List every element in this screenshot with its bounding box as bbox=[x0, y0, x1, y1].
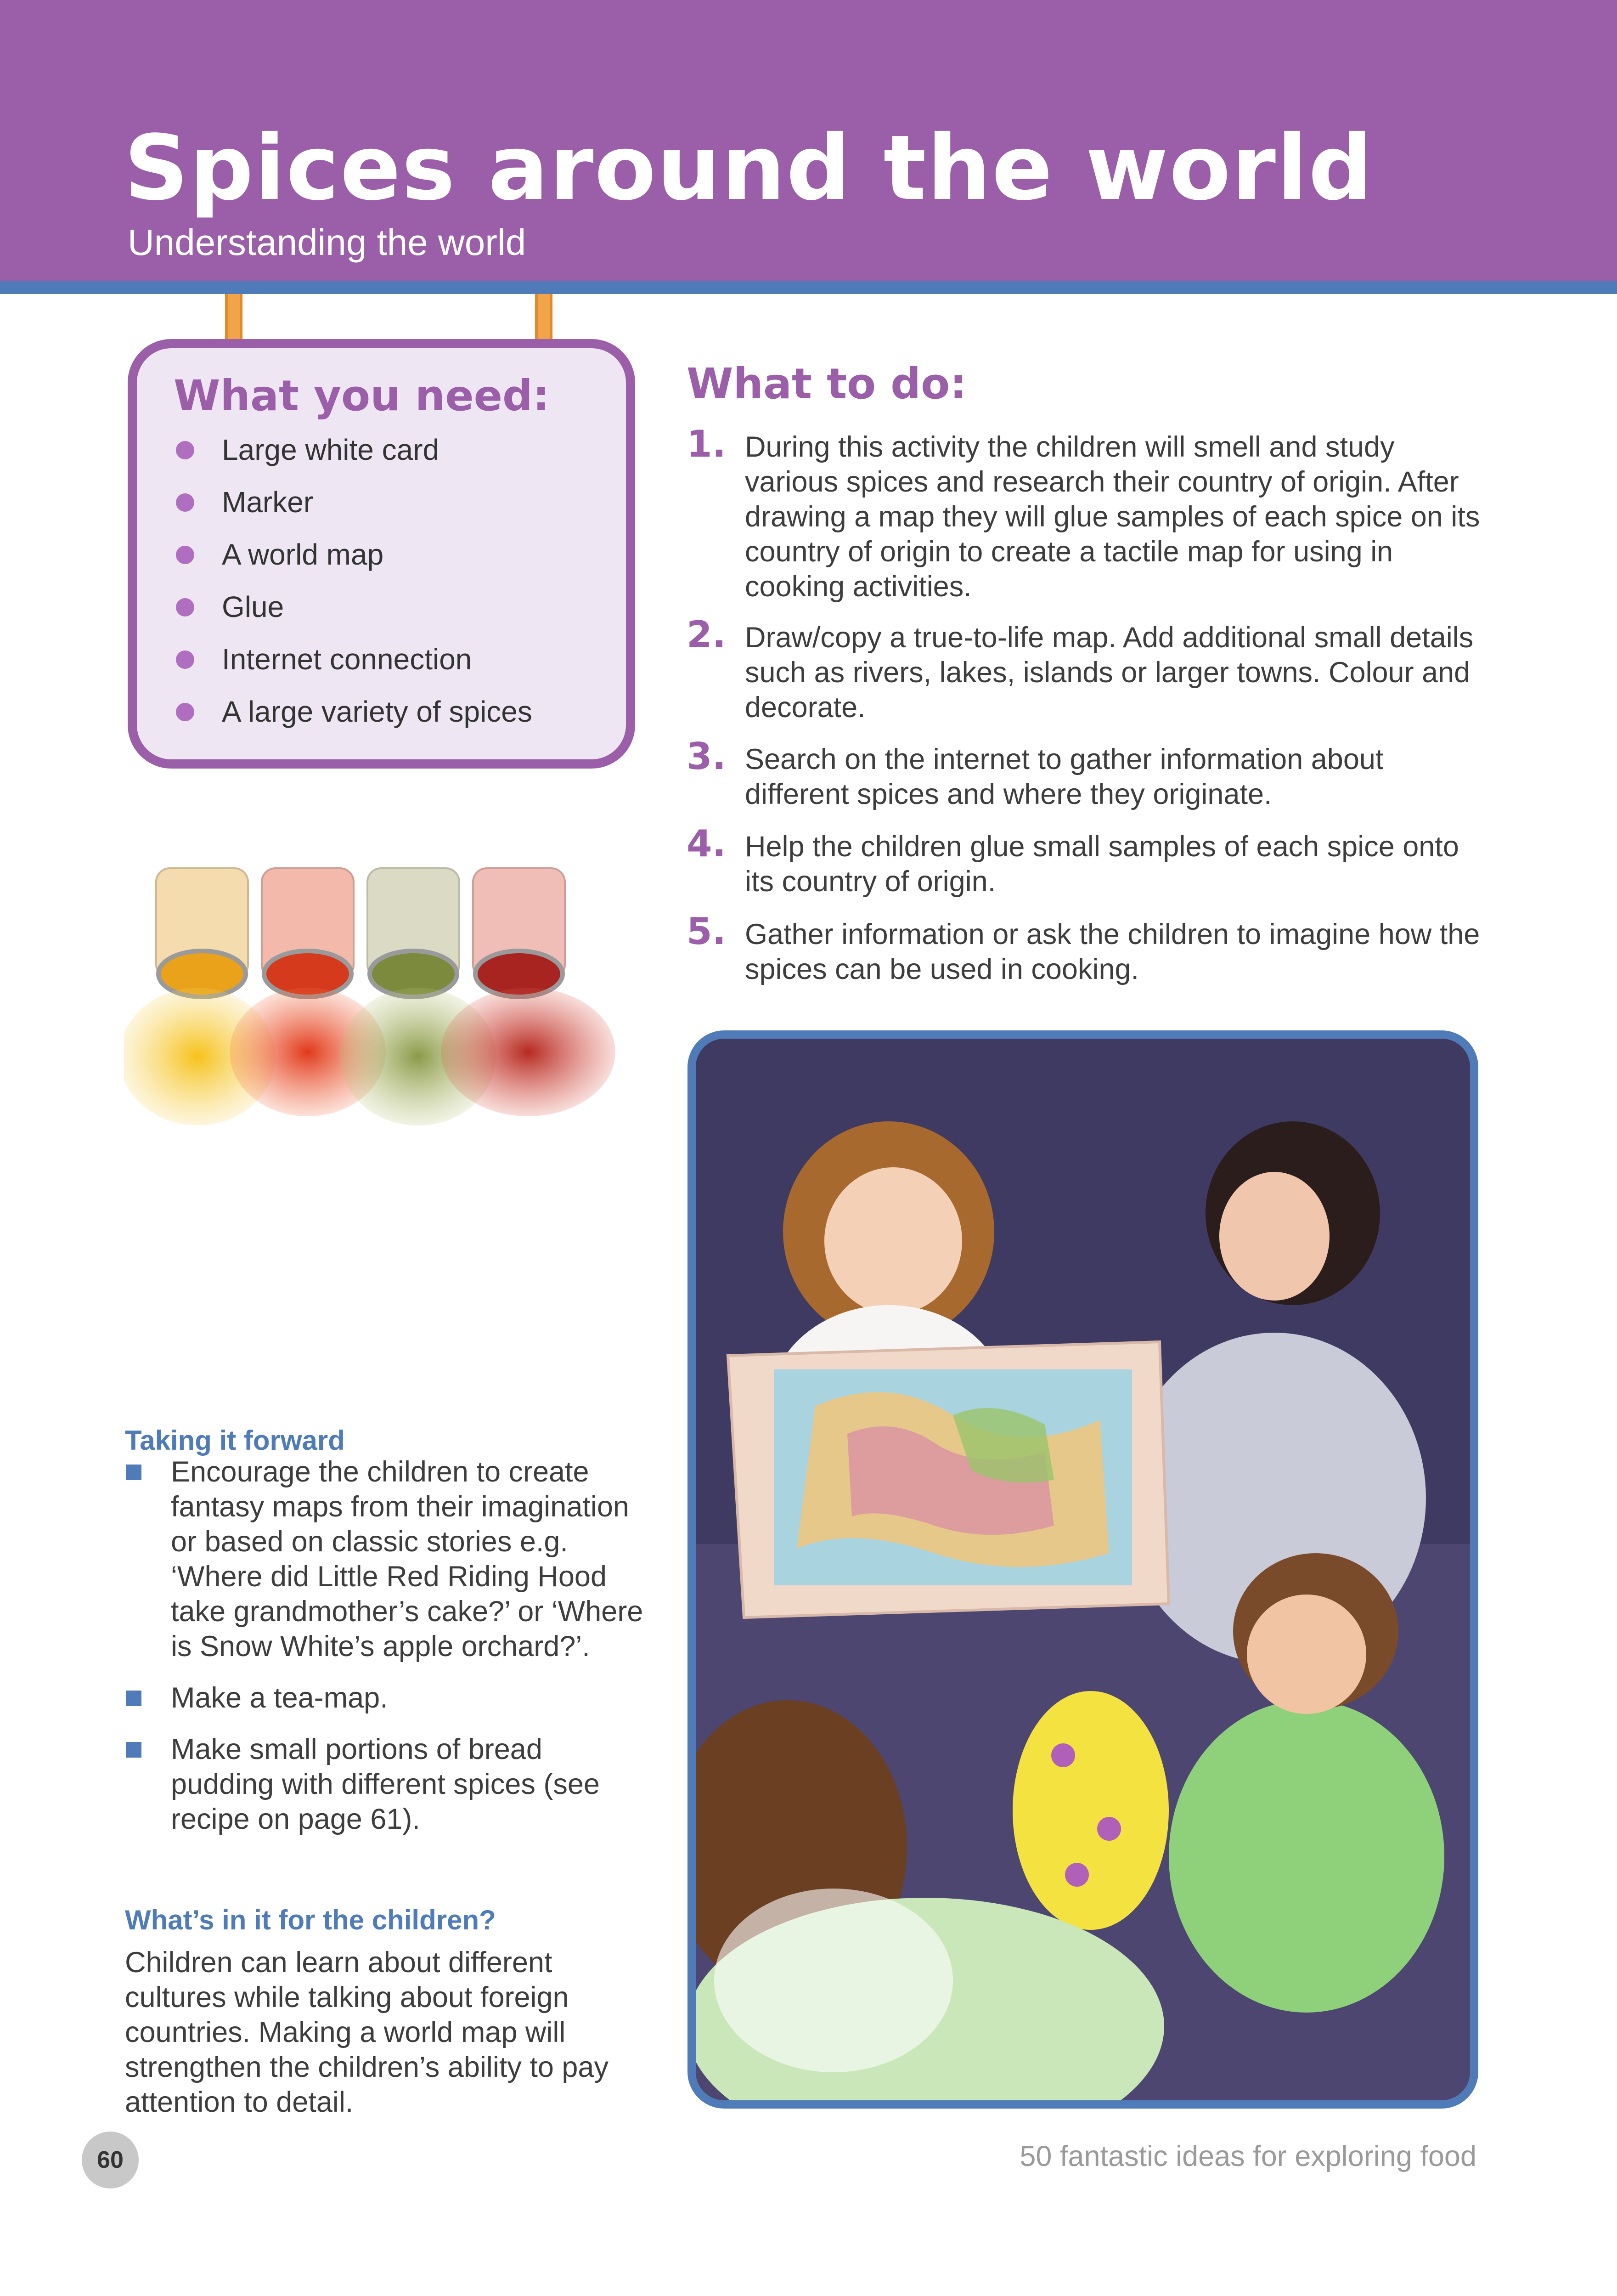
taking-it-forward-heading: Taking it forward bbox=[125, 1425, 345, 1456]
what-to-do-heading: What to do: bbox=[687, 359, 967, 408]
purple-dot-icon bbox=[176, 650, 194, 669]
page-title: Spices around the world bbox=[124, 116, 1374, 220]
forward-item: Encourage the children to create fantasy maps from their imagination or based on classic stories e.g. ‘Where did Little Red Riding Hood take grandmother’s cake?’ or ‘Where is Snow White’s apple orchard?’. bbox=[125, 1454, 644, 1664]
page-subtitle: Understanding the world bbox=[128, 222, 526, 263]
need-item: Glue bbox=[137, 588, 532, 640]
step-number: 2. bbox=[687, 613, 727, 656]
need-item: Marker bbox=[137, 483, 532, 536]
hanging-string-right bbox=[535, 294, 552, 340]
step-number: 5. bbox=[687, 910, 727, 953]
need-item: A world map bbox=[137, 536, 532, 588]
step-3 bbox=[687, 735, 1495, 812]
book-title-footer: 50 fantastic ideas for exploring food bbox=[1020, 2140, 1476, 2172]
step-number: 3. bbox=[687, 735, 727, 778]
what-you-need-box bbox=[128, 339, 635, 769]
forward-item: Make a tea-map. bbox=[125, 1680, 644, 1715]
forward-item: Make small portions of bread pudding with different spices (see recipe on page 61). bbox=[125, 1732, 644, 1837]
spice-jars-image bbox=[124, 859, 634, 1144]
need-item: Large white card bbox=[137, 431, 532, 483]
step-2 bbox=[687, 613, 1495, 725]
step-text: During this activity the children will smell and study various spices and research their country of origin. After drawing a map they will glue samples of each spice on its country of origin to create a tactile map for using in cooking activities. bbox=[745, 431, 1480, 603]
step-5 bbox=[687, 910, 1495, 987]
step-number: 4. bbox=[687, 822, 727, 865]
purple-dot-icon bbox=[176, 703, 194, 721]
step-number: 1. bbox=[687, 423, 727, 465]
step-text: Gather information or ask the children to imagine how the spices can be used in cooking. bbox=[745, 918, 1480, 985]
blue-square-icon bbox=[126, 1742, 141, 1758]
step-1 bbox=[687, 423, 1495, 604]
purple-dot-icon bbox=[176, 441, 194, 459]
children-map-illustration bbox=[696, 1039, 1470, 2100]
step-text: Help the children glue small samples of each spice onto its country of origin. bbox=[745, 831, 1459, 898]
blue-square-icon bbox=[126, 1691, 141, 1706]
what-you-need-list bbox=[137, 431, 532, 745]
purple-dot-icon bbox=[176, 598, 194, 616]
step-4 bbox=[687, 822, 1495, 899]
header-divider bbox=[0, 281, 1617, 294]
activity-photo bbox=[687, 1030, 1478, 2109]
step-text: Draw/copy a true-to-life map. Add additional small details such as rivers, lakes, islands or larger towns. Colour and decorate. bbox=[745, 622, 1474, 724]
whats-in-it-text: Children can learn about different cultures while talking about foreign countries. Making a world map will strengthen the children’s ability to pay attention to detail. bbox=[125, 1946, 608, 2118]
hanging-string-left bbox=[225, 294, 242, 340]
purple-dot-icon bbox=[176, 493, 194, 512]
blue-square-icon bbox=[126, 1465, 141, 1480]
need-item: Internet connection bbox=[137, 640, 532, 693]
need-item: A large variety of spices bbox=[137, 693, 532, 745]
purple-dot-icon bbox=[176, 546, 194, 564]
page-number: 60 bbox=[82, 2132, 139, 2189]
header-band bbox=[0, 0, 1617, 281]
whats-in-it-heading: What’s in it for the children? bbox=[125, 1905, 496, 1935]
taking-it-forward-list bbox=[125, 1454, 644, 1853]
step-text: Search on the internet to gather information about different spices and where they originate. bbox=[745, 743, 1384, 810]
what-you-need-heading: What you need: bbox=[174, 371, 550, 420]
